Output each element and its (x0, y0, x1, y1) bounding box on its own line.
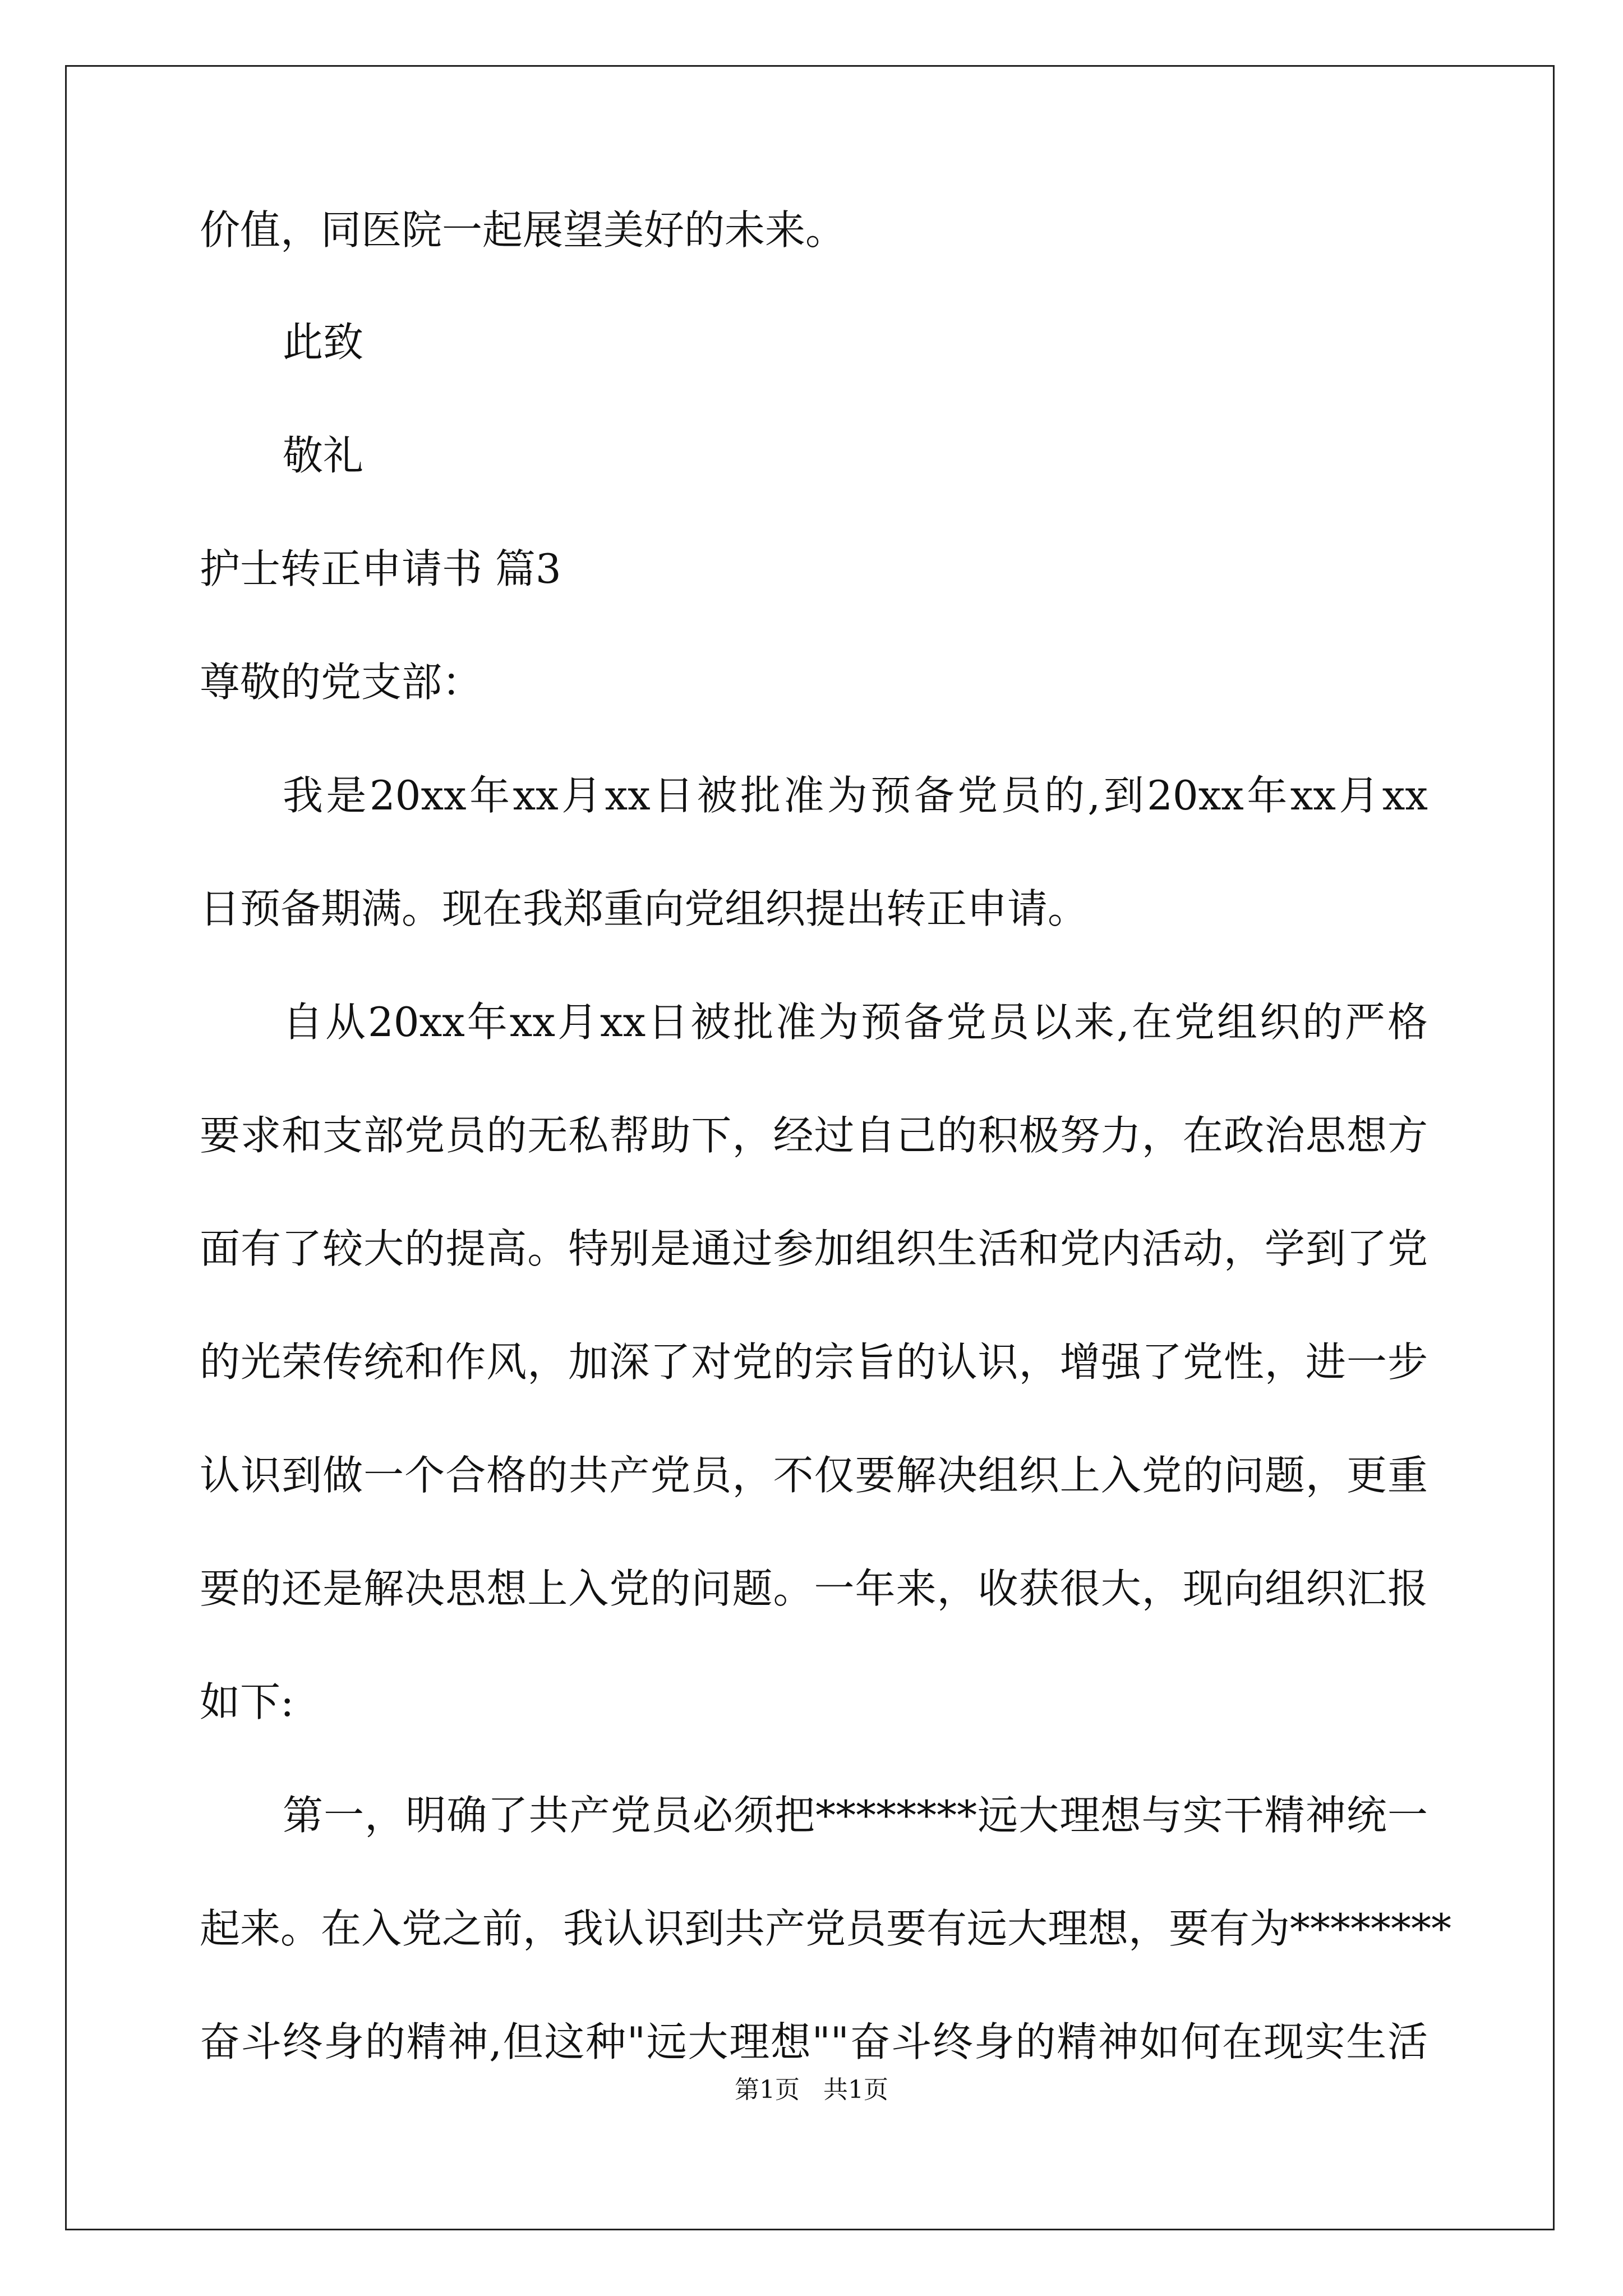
text-line-9: 要求和支部党员的无私帮助下，经过自己的积极努力，在政治思想方 (200, 1112, 1428, 1159)
text-line-17: 奋斗终身的精神,但这种"远大理想""奋斗终身的精神如何在现实生活 (200, 2018, 1428, 2065)
text-line-15: 第一，明确了共产党员必须把********远大理想与实干精神统一 (283, 1792, 1428, 1839)
text-line-8: 自从20xx年xx月xx日被批准为预备党员以来,在党组织的严格 (283, 999, 1428, 1046)
text-line-12: 认识到做一个合格的共产党员，不仅要解决组织上入党的问题，更重 (200, 1452, 1428, 1499)
text-line-11: 的光荣传统和作风，加深了对党的宗旨的认识，增强了党性，进一步 (200, 1338, 1428, 1386)
text-line-3: 敬礼 (283, 432, 364, 479)
salutation: 尊敬的党支部： (200, 659, 483, 706)
section-heading: 护士转正申请书 篇3 (200, 545, 561, 592)
page-number-footer: 第1页 共1页 (735, 2076, 888, 2104)
text-line-10: 面有了较大的提高。特别是通过参加组织生活和党内活动，学到了党 (200, 1225, 1428, 1272)
text-line-1: 价值，同医院一起展望美好的未来。 (200, 206, 846, 254)
text-line-2: 此致 (283, 319, 364, 366)
text-line-16: 起来。在入党之前，我认识到共产党员要有远大理想，要有为******** (200, 1905, 1452, 1952)
text-line-14: 如下: (200, 1678, 294, 1726)
text-line-7: 日预备期满。现在我郑重向党组织提出转正申请。 (200, 885, 1089, 932)
text-line-13: 要的还是解决思想上入党的问题。一年来，收获很大，现向组织汇报 (200, 1565, 1428, 1612)
text-line-6: 我是20xx年xx月xx日被批准为预备党员的,到20xx年xx月xx (283, 772, 1428, 819)
